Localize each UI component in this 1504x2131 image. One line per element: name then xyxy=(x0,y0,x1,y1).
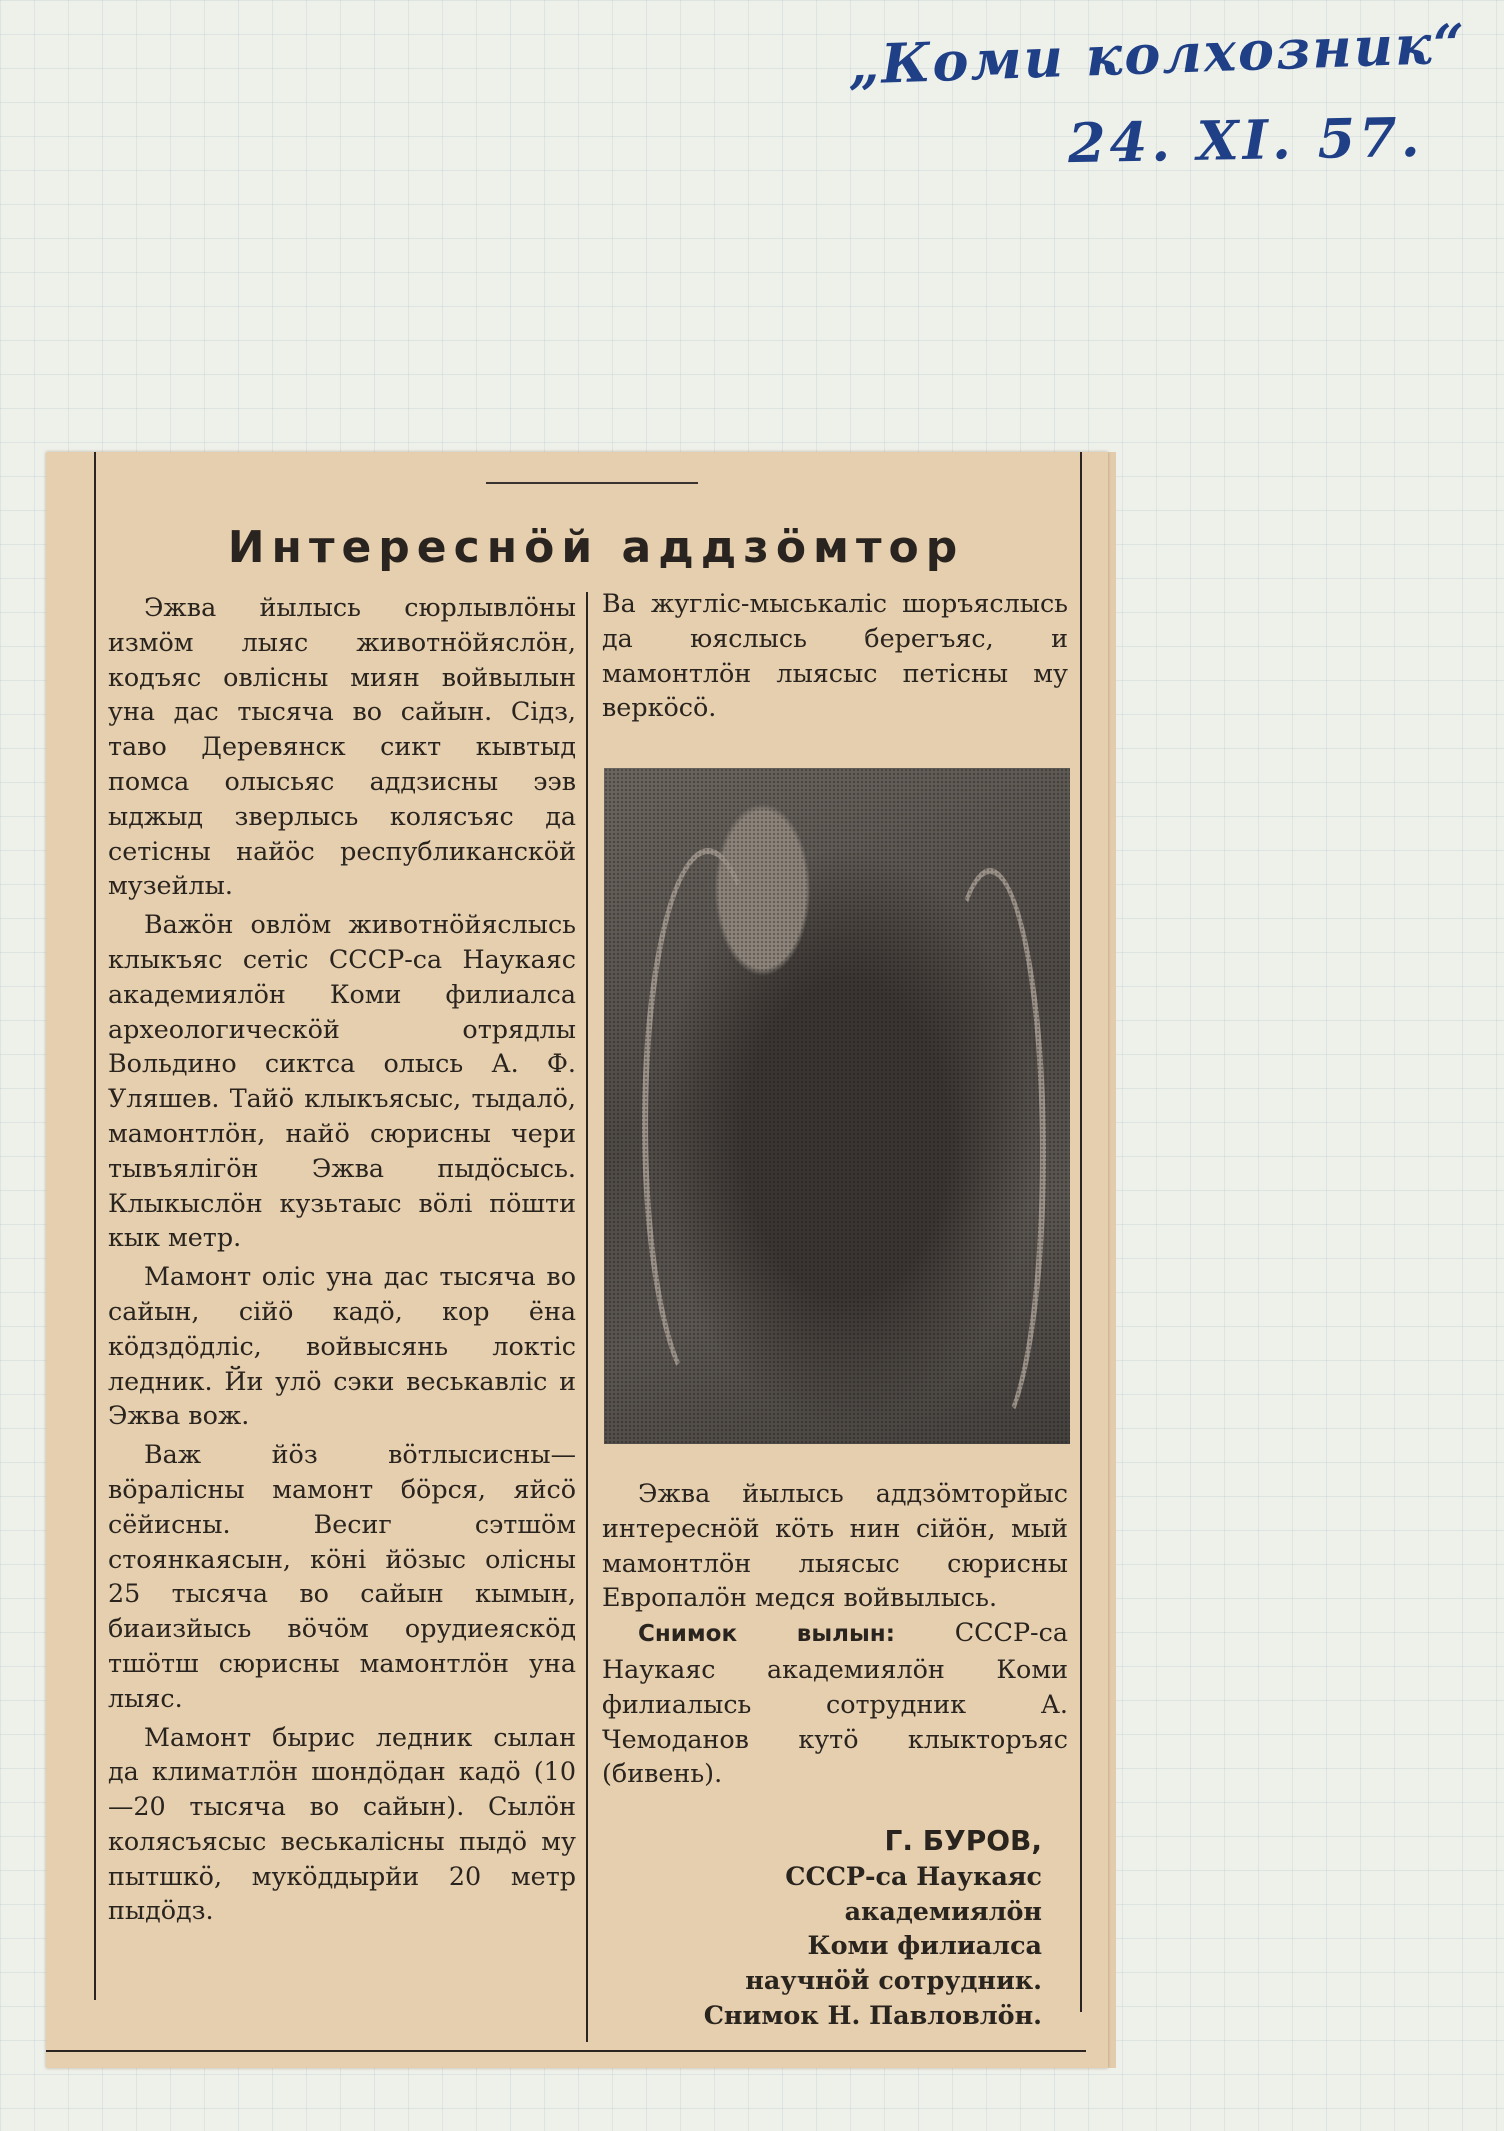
article-photo xyxy=(604,768,1070,1444)
tusk-left xyxy=(642,848,774,1400)
article-headline: Интереснӧй аддзӧмтор xyxy=(227,522,965,573)
author-position-line: академиялӧн xyxy=(844,1895,1042,1926)
author-signature xyxy=(602,1824,1082,2033)
caption-credit-label: Снимок вылын: xyxy=(638,1621,895,1648)
caption-text: Эжва йылысь аддзӧмторйыс интереснӧй кӧть нин сійӧн, мый мамонтлӧн лыясыс сюрисны Европалӧн медся войвылысь. xyxy=(602,1478,1068,1613)
caption-credit-text: СССР-са Наукаяс академиялӧн Коми филиалысь сотрудник А. Чемоданов кутӧ клыкторъяс (бивень). xyxy=(602,1617,1068,1789)
paragraph: Важ йӧз вӧтлысисны—вӧралісны мамонт бӧрся, яйсӧ сёйисны. Весиг сэтшӧм стоянкаясын, кӧні йӧзыс олісны 25 тысяча во сайын кымын, биаизйысь вӧчӧм орудиеяскӧд тшӧтш сюрисны мамонтлӧн уна лыяс. xyxy=(108,1439,576,1713)
paragraph: Мамонт оліс уна дас тысяча во сайын, сійӧ кадӧ, кор ёна кӧдздӧдліс, войвысянь локтіс ледник. Йи улӧ сэки веськавліс и Эжва вож. xyxy=(108,1261,576,1431)
author-position-line: Коми филиалса xyxy=(807,1930,1042,1961)
author-name: Г. БУРОВ, xyxy=(884,1824,1042,1857)
paragraph: Важӧн овлӧм животнӧйяслысь клыкъяс сетіс СССР-са Наукаяс академиялӧн Коми филиалса археологическӧй отрядлы Вольдино сиктса олысь А. Ф. Уляшев. Тайӧ клыкъясыс, тыдалӧ, мамонтлӧн, найӧ сюрисны чери тывъялігӧн Эжва пыдӧсысь. Клыкыслӧн кузьтаыс вӧлі пӧшти кык метр. xyxy=(108,909,576,1253)
author-position-line: СССР-са Наукаяс xyxy=(785,1860,1042,1891)
paragraph: Мамонт бырис ледник сылан да климатлӧн шондӧдан кадӧ (10—20 тысяча во сайын). Сылӧн колясъясыс веськалісны пыдӧ му пытшкӧ, мукӧддырйи 20 метр пыдӧдз. xyxy=(108,1721,576,1926)
article-right-column xyxy=(602,586,1068,725)
left-column-rule xyxy=(94,452,96,2000)
paragraph: Ва жугліс-мыськаліс шоръяслысь да юяслысь берегъяс, и мамонтлӧн лыясыс петісны му веркӧсӧ. xyxy=(602,588,1068,723)
top-divider xyxy=(486,482,698,484)
paragraph: Эжва йылысь сюрлывлӧны измӧм лыяс животнӧйяслӧн, кодъяс овлісны миян войвылын уна дас тысяча во сайын. Сідз, таво Деревянск сикт кывтыд помса олысьяс аддзисны ээв ыджыд зверлысь колясъяс да сетісны найӧс республиканскӧй музейлы. xyxy=(108,592,576,901)
center-column-rule xyxy=(586,592,588,2042)
newspaper-clipping xyxy=(46,452,1108,2068)
right-column-rule xyxy=(1080,452,1082,2012)
article-left-column xyxy=(108,586,576,1928)
tusk-right xyxy=(934,868,1046,1440)
handwritten-newspaper-name: „Коми колхозник“ xyxy=(847,11,1468,97)
author-position-line: научнӧй сотрудник. xyxy=(745,1965,1042,1996)
bottom-rule xyxy=(46,2050,1086,2052)
cut-off-residue xyxy=(486,452,746,466)
handwritten-date: 24. XI. 57. xyxy=(1067,104,1424,176)
photo-credit: Снимок Н. Павловлӧн. xyxy=(703,1999,1042,2030)
photo-caption xyxy=(602,1476,1068,1791)
